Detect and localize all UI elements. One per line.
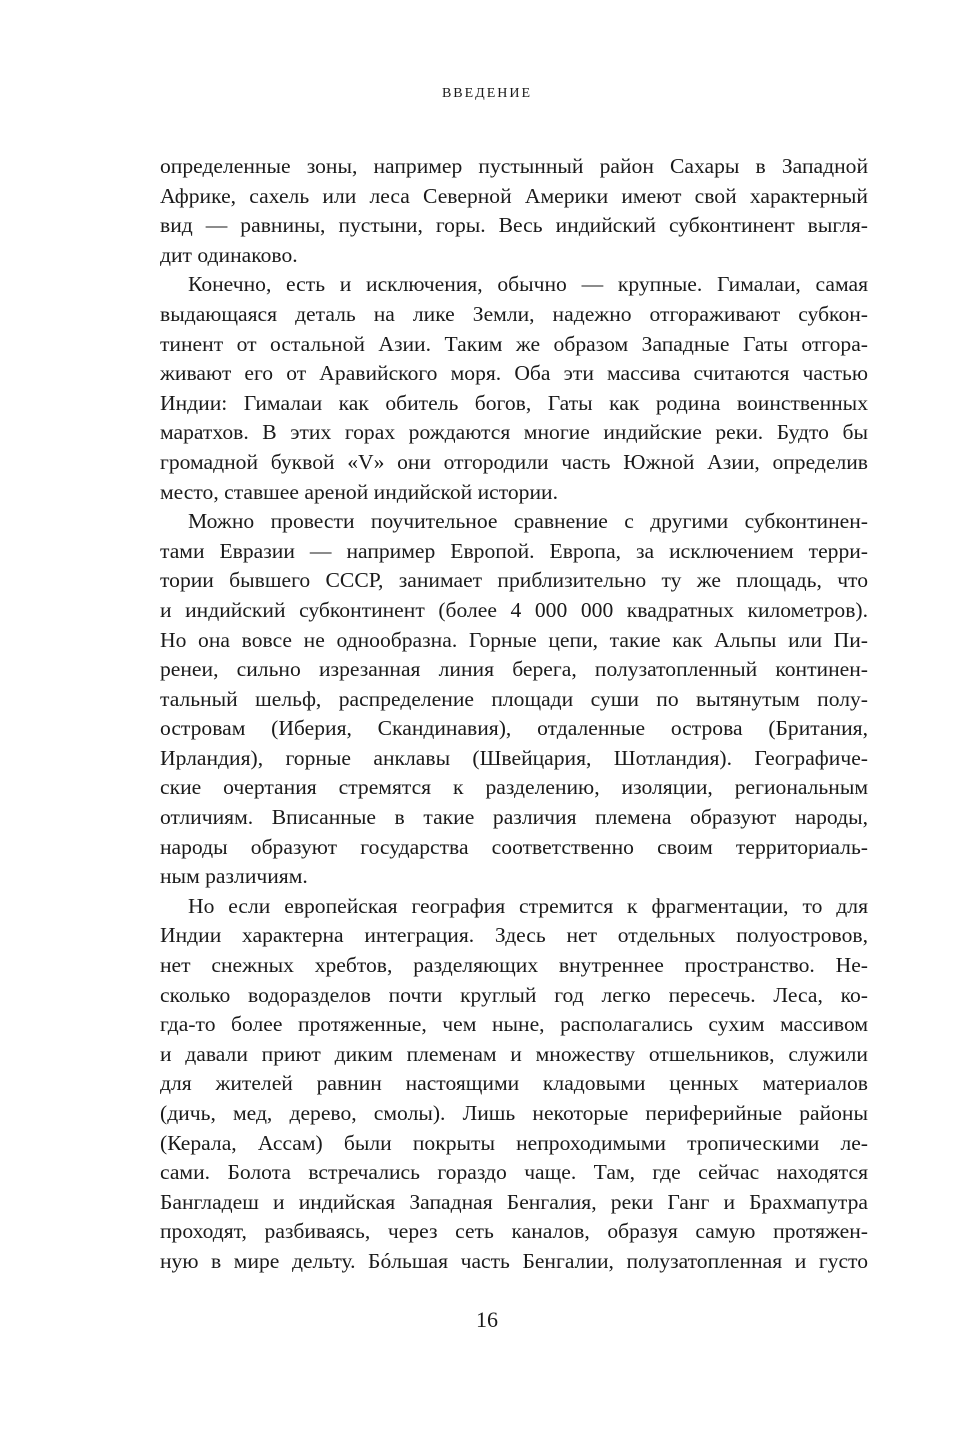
text-line: Индии характерна интеграция. Здесь нет отдельных полуостровов, bbox=[160, 923, 868, 948]
text-line: тальный шельф, распределение площади суши по вытянутым полу- bbox=[160, 686, 868, 711]
text-line: для жителей равнин настоящими кладовыми ценных материалов bbox=[160, 1071, 868, 1096]
text-line: ские очертания стремятся к разделению, изоляции, региональным bbox=[160, 775, 868, 800]
text-line: вид — равнины, пустыни, горы. Весь индийский субконтинент выгля- bbox=[160, 213, 868, 238]
text-line: Но если европейская география стремится к фрагментации, то для bbox=[188, 893, 868, 918]
text-line: Индии: Гималаи как обитель богов, Гаты как родина воинственных bbox=[160, 390, 868, 415]
page-number: 16 bbox=[476, 1307, 498, 1332]
text-line: живают его от Аравийского моря. Оба эти массива считаются частью bbox=[160, 361, 868, 386]
text-line: народы образуют государства соответственно своим территориаль- bbox=[160, 834, 868, 859]
text-line: отличиям. Вписанные в такие различия племена образуют народы, bbox=[160, 805, 868, 830]
text-line: Ирландия), горные анклавы (Швейцария, Шотландия). Географиче- bbox=[160, 745, 868, 770]
text-line: Бангладеш и индийская Западная Бенгалия, реки Ганг и Брахмапутра bbox=[160, 1189, 868, 1214]
text-line: Но она вовсе не однообразна. Горные цепи, такие как Альпы или Пи- bbox=[160, 627, 868, 652]
text-line: и индийский субконтинент (более 4 000 000 квадратных километров). bbox=[160, 597, 868, 622]
text-line: выдающаяся деталь на лике Земли, надежно отгораживают субкон- bbox=[160, 301, 868, 326]
text-line: сами. Болота встречались гораздо чаще. Там, где сейчас находятся bbox=[160, 1160, 868, 1185]
text-line: место, ставшее ареной индийской истории. bbox=[160, 479, 558, 504]
text-line: ную в мире дельту. Бóльшая часть Бенгалии, полузатопленная и густо bbox=[160, 1248, 868, 1273]
text-line: тами Евразии — например Европой. Европа, за исключением терри- bbox=[160, 538, 868, 563]
text-line: островам (Иберия, Скандинавия), отдаленные острова (Британия, bbox=[160, 716, 868, 741]
text-line: дит одинаково. bbox=[160, 242, 298, 267]
text-line: тинент от остальной Азии. Таким же образом Западные Гаты отгора- bbox=[160, 331, 868, 356]
text-line: тории бывшего СССР, занимает приблизительно ту же площадь, что bbox=[160, 568, 868, 593]
text-line: проходят, разбиваясь, через сеть каналов, образуя самую протяжен- bbox=[160, 1219, 868, 1244]
text-line: ным различиям. bbox=[160, 864, 308, 889]
text-line: громадной буквой «V» они отгородили часть Южной Азии, определив bbox=[160, 449, 868, 474]
text-line: нет снежных хребтов, разделяющих внутреннее пространство. Не- bbox=[160, 953, 868, 978]
text-line: Африке, сахель или леса Северной Америки имеют свой характерный bbox=[160, 183, 868, 208]
text-line: ренеи, сильно изрезанная линия берега, полузатопленный континен- bbox=[160, 657, 868, 682]
body-text bbox=[160, 152, 868, 1277]
text-line: (дичь, мед, дерево, смолы). Лишь некоторые периферийные районы bbox=[160, 1101, 868, 1125]
text-line: (Керала, Ассам) были покрыты непроходимыми тропическими ле- bbox=[160, 1130, 868, 1155]
running-head: ВВЕДЕНИЕ bbox=[441, 86, 533, 101]
text-line: гда-то более протяженные, чем ныне, располагались сухим массивом bbox=[160, 1012, 868, 1037]
text-line: маратхов. В этих горах рождаются многие индийские реки. Будто бы bbox=[160, 420, 868, 445]
text-line: и давали приют диким племенам и множеству отшельников, служили bbox=[160, 1041, 868, 1066]
text-line: Можно провести поучительное сравнение с другими субконтинен- bbox=[188, 509, 868, 534]
text-line: определенные зоны, например пустынный район Сахары в Западной bbox=[160, 154, 868, 178]
text-line: сколько водоразделов почти круглый год легко пересечь. Леса, ко- bbox=[160, 982, 868, 1007]
text-line: Конечно, есть и исключения, обычно — крупные. Гималаи, самая bbox=[188, 272, 868, 297]
